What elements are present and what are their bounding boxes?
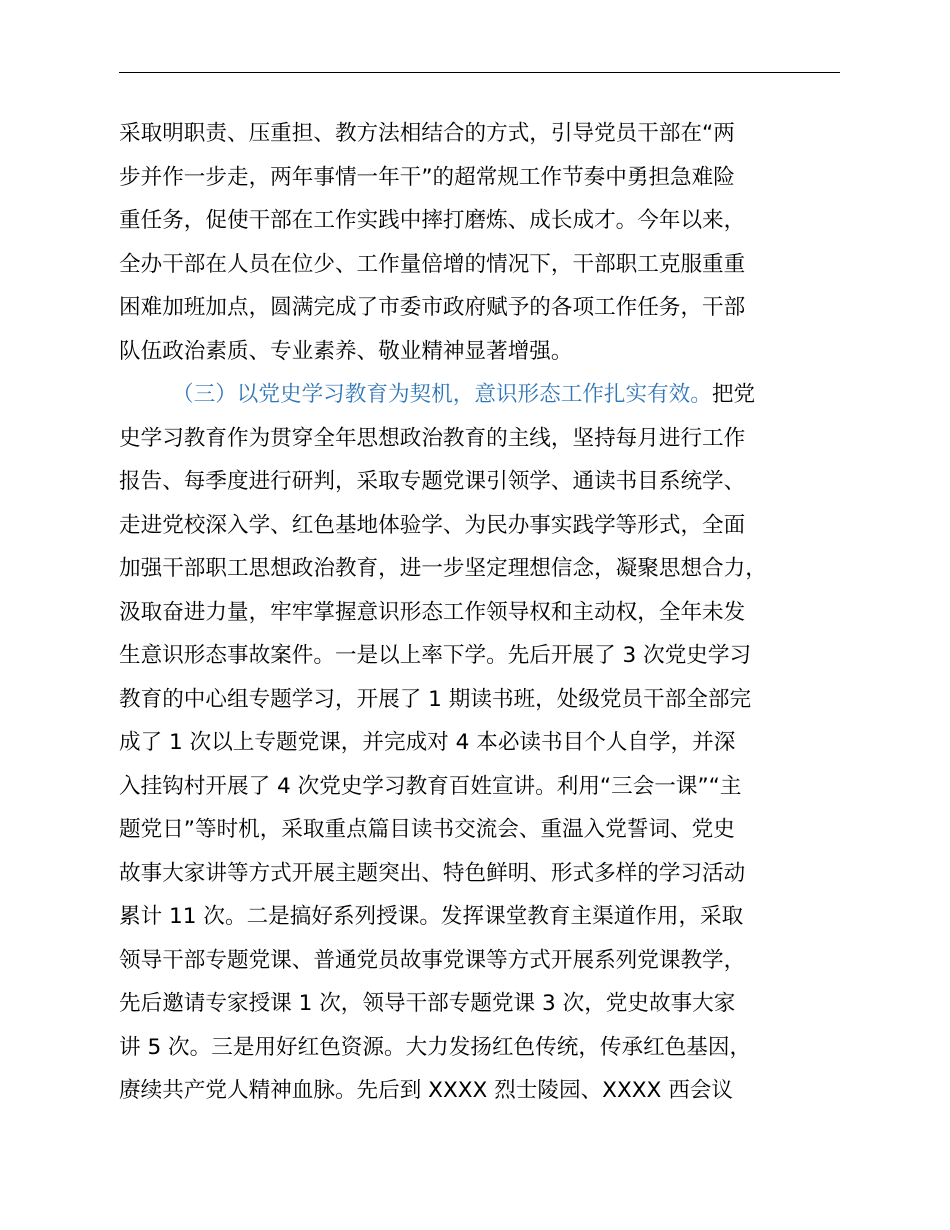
text-line: 入挂钩村开展了 4 次党史学习教育百姓宣讲。利用“三会一课”“主 (119, 773, 742, 799)
text-line: 报告、每季度进行研判，采取专题党课引领学、通读书目系统学、 (119, 469, 746, 494)
text-line: 队伍政治素质、专业素养、敬业精神显著增强。 (119, 338, 573, 364)
text-line: 生意识形态事故案件。一是以上率下学。先后开展了 3 次党史学习 (119, 643, 752, 668)
text-line: 题党日”等时机，采取重点篇目读书交流会、重温入党誓词、党史 (119, 817, 735, 842)
text-line: 赓续共产党人精神血脉。先后到 XXXX 烈士陵园、XXXX 西会议 (119, 1078, 733, 1103)
text-line: 步并作一步走，两年事情一年干”的超常规工作节奏中勇担急难险 (119, 164, 735, 190)
text-line: 故事大家讲等方式开展主题突出、特色鲜明、形式多样的学习活动 (119, 860, 746, 886)
text-line: 重任务，促使干部在工作实践中摔打磨炼、成长成才。今年以来， (119, 208, 746, 233)
text-line: 累计 11 次。二是搞好系列授课。发挥课堂教育主渠道作用，采取 (119, 904, 744, 929)
text-line: 困难加班加点，圆满完成了市委市政府赋予的各项工作任务，干部 (119, 295, 746, 320)
section-heading-tail: 把党 (711, 382, 756, 407)
text-line: 讲 5 次。三是用好红色资源。大力发扬红色传统，传承红色基因， (119, 1034, 752, 1060)
text-line: 汲取奋进力量，牢牢掌握意识形态工作领导权和主动权，全年未发 (119, 599, 746, 625)
text-line: 采取明职责、压重担、教方法相结合的方式，引导党员干部在“两 (119, 121, 735, 146)
text-line: 教育的中心组专题学习，开展了 1 期读书班，处级党员干部全部完 (119, 686, 752, 712)
text-line: 走进党校深入学、红色基地体验学、为民办事实践学等形式，全面 (119, 512, 746, 538)
text-line: 领导干部专题党课、普通党员故事党课等方式开展系列党课教学， (119, 947, 746, 973)
document-body (119, 112, 843, 1113)
section-heading: （三）以党史学习教育为契机，意识形态工作扎实有效。 (172, 382, 712, 407)
text-line: 史学习教育作为贯穿全年思想政治教育的主线，坚持每月进行工作 (119, 425, 746, 451)
header-rule (119, 72, 840, 73)
section-heading-line (119, 373, 843, 417)
text-line: 先后邀请专家授课 1 次，领导干部专题党课 3 次，党史故事大家 (119, 991, 736, 1016)
text-line: 全办干部在人员在位少、工作量倍增的情况下，干部职工克服重重 (119, 251, 746, 277)
text-line: 成了 1 次以上专题党课，并完成对 4 本必读书目个人自学，并深 (119, 730, 736, 755)
text-line: 加强干部职工思想政治教育，进一步坚定理想信念，凝聚思想合力， (119, 556, 767, 581)
